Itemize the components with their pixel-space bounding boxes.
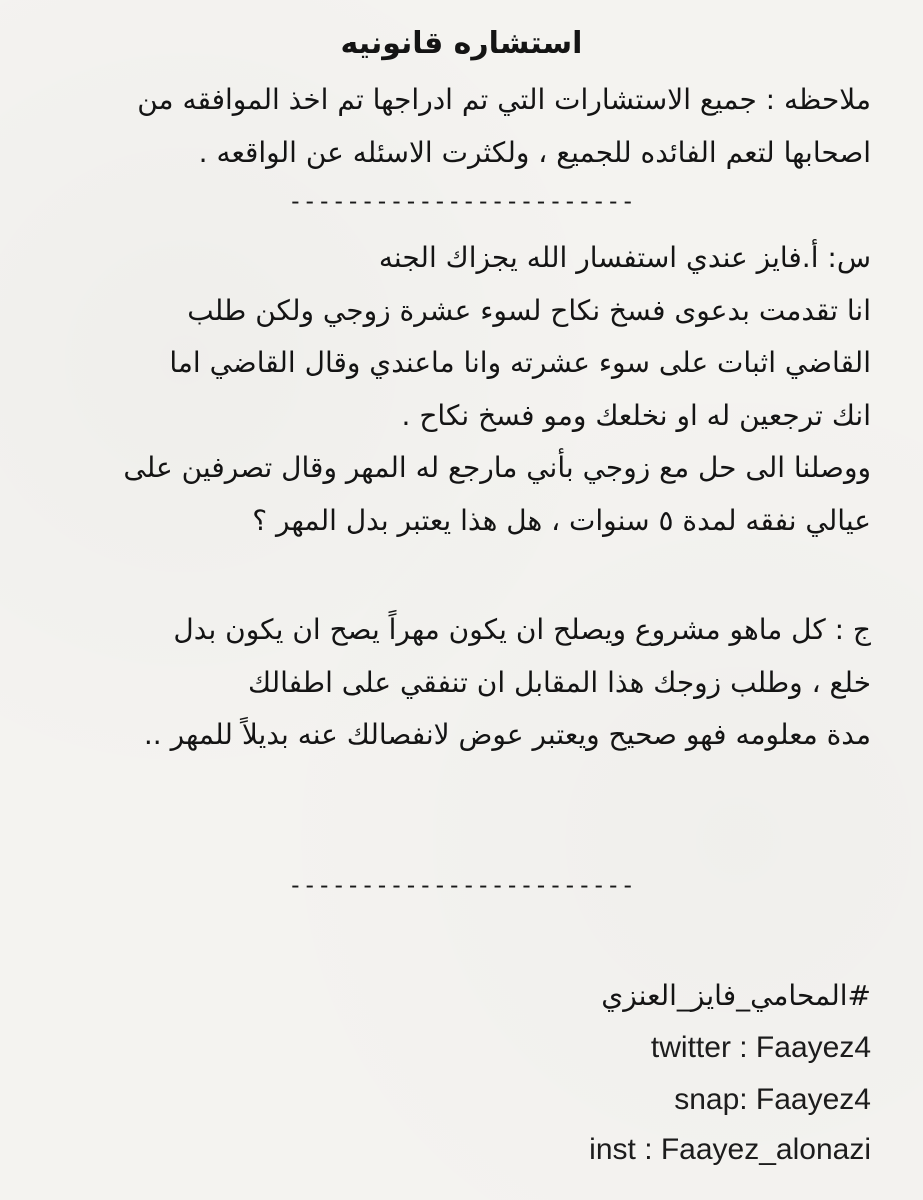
answer-line: ج : كل ماهو مشروع ويصلح ان يكون مهراً يصح ان يكون بدل [173,613,871,646]
question-line: القاضي اثبات على سوء عشرته وانا ماعندي وقال القاضي اما [169,346,871,380]
note-line: اصحابها لتعم الفائده للجميع ، ولكثرت الاسئله عن الواقعه . [198,135,871,169]
question-line: انك ترجعين له او نخلعك ومو فسخ نكاح . [401,398,871,432]
snapchat-handle: snap: Faayez4 [674,1083,871,1116]
question-line: عيالي نفقه لمدة ٥ سنوات ، هل هذا يعتبر بدل المهر ؟ [252,503,871,537]
divider-bottom: ------------------------ [288,871,635,899]
note-line: ملاحظه : جميع الاستشارات التي تم ادراجها تم اخذ الموافقه من [137,83,871,116]
question-line: انا تقدمت بدعوى فسخ نكاح لسوء عشرة زوجي ولكن طلب [187,293,871,327]
answer-paragraph [71,604,871,762]
question-line: س: أ.فايز عندي استفسار الله يجزاك الجنه [378,241,871,274]
twitter-handle: twitter : Faayez4 [650,1031,871,1064]
answer-line: مدة معلومه فهو صحيح ويعتبر عوض لانفصالك عنه بديلاً للمهر .. [143,718,871,752]
lawyer-hashtag: #المحامي_فايز_العنزي [601,979,871,1012]
instagram-handle: inst : Faayez_alonazi [589,1133,871,1166]
answer-line: خلع ، وطلب زوجك هذا المقابل ان تنفقي على اطفالك [247,665,871,699]
question-paragraph [71,232,871,548]
document-title: استشاره قانونيه [340,26,583,61]
question-line: ووصلنا الى حل مع زوجي بأني مارجع له المهر وقال تصرفين على [123,451,871,485]
divider-top: ------------------------ [288,187,635,215]
note-paragraph [71,74,871,179]
